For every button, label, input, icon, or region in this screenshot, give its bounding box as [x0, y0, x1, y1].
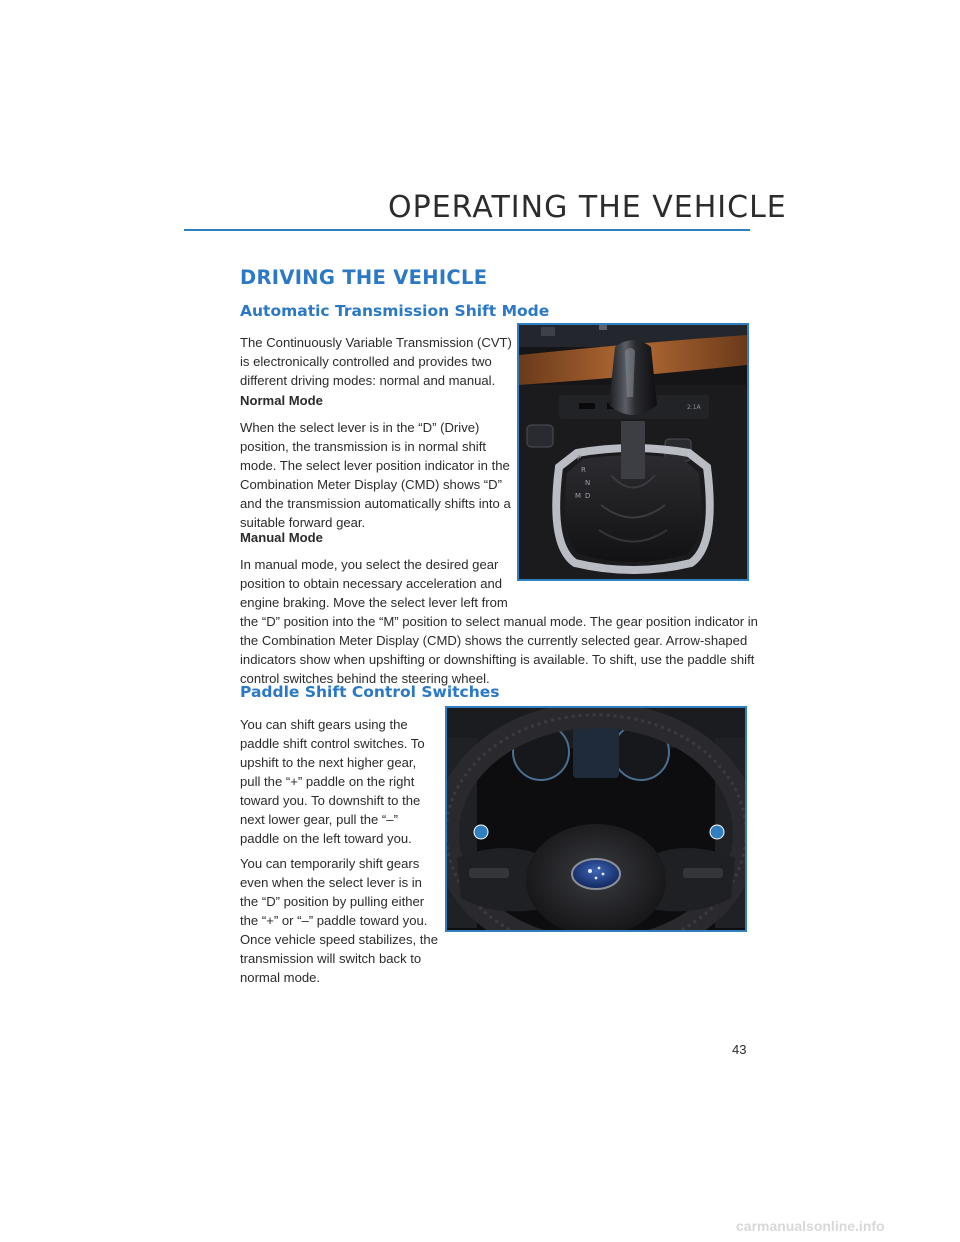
text-line: Once vehicle speed stabilizes, the — [240, 932, 438, 947]
text-line: position, the transmission is in normal shift — [240, 439, 486, 454]
text-line: even when the select lever is in — [240, 875, 422, 890]
text-line: You can temporarily shift gears — [240, 856, 420, 871]
text-line: is electronically controlled and provides two — [240, 354, 492, 369]
text-line: The Continuously Variable Transmission (CVT) — [240, 335, 512, 350]
gear-letter-m: M — [575, 492, 582, 500]
text-line: paddle shift control switches. To — [240, 736, 425, 751]
paddle-text-2 — [240, 854, 438, 987]
usb-label: 2.1A — [687, 404, 701, 411]
text-line: Combination Meter Display (CMD) shows “D” — [240, 477, 502, 492]
gear-letter-d: D — [585, 492, 591, 500]
text-line: next lower gear, pull the “–” — [240, 812, 398, 827]
text-line: normal mode. — [240, 970, 321, 985]
text-line: the Combination Meter Display (CMD) shows the currently selected gear. Arrow-shaped — [240, 633, 748, 648]
label-text: Normal Mode — [240, 393, 323, 408]
shift-lever-photo — [517, 323, 749, 581]
normal-mode-text — [240, 418, 511, 532]
text-line: the “D” position into the “M” position to select manual mode. The gear position indicator in — [240, 614, 758, 629]
text-line: different driving modes: normal and manual. — [240, 373, 496, 388]
section-header: OPERATING THE VEHICLE — [388, 190, 787, 225]
steering-wheel-photo — [445, 706, 747, 932]
manual-mode-label — [240, 528, 323, 547]
text-line: When the select lever is in the “D” (Drive) — [240, 420, 480, 435]
text-line: mode. The select lever position indicator in the — [240, 458, 510, 473]
header-rule — [184, 229, 750, 231]
text-line: pull the “+” paddle on the right — [240, 774, 415, 789]
text-line: control switches behind the steering wheel. — [240, 671, 490, 686]
normal-mode-label — [240, 391, 323, 410]
label-text: Manual Mode — [240, 530, 323, 545]
cvt-heading: Automatic Transmission Shift Mode — [240, 302, 550, 320]
text-line: indicators show when upshifting or downshifting is available. To shift, use the paddle shift — [240, 652, 755, 667]
text-line: and the transmission automatically shifts into a — [240, 496, 511, 511]
text-line: You can shift gears using the — [240, 717, 408, 732]
text-line: engine braking. Move the select lever left from — [240, 595, 508, 610]
gear-letter-r: R — [581, 466, 586, 474]
text-line: suitable forward gear. — [240, 515, 366, 530]
watermark: carmanualsonline.info — [736, 1218, 885, 1234]
gear-letter-p: P — [577, 454, 582, 462]
text-line: upshift to the next higher gear, — [240, 755, 417, 770]
cvt-intro — [240, 333, 512, 390]
text-line: the “+” or “–” paddle toward you. — [240, 913, 428, 928]
page-number: 43 — [732, 1042, 747, 1057]
text-line: paddle on the left toward you. — [240, 831, 412, 846]
driving-heading: DRIVING THE VEHICLE — [240, 266, 488, 289]
gear-letter-n: N — [585, 479, 591, 487]
text-line: In manual mode, you select the desired gear — [240, 557, 499, 572]
paddle-text-1 — [240, 715, 425, 848]
paddle-heading: Paddle Shift Control Switches — [240, 683, 500, 701]
text-line: toward you. To downshift to the — [240, 793, 421, 808]
text-line: the “D” position by pulling either — [240, 894, 425, 909]
text-line: position to obtain necessary acceleration and — [240, 576, 503, 591]
text-line: transmission will switch back to — [240, 951, 422, 966]
